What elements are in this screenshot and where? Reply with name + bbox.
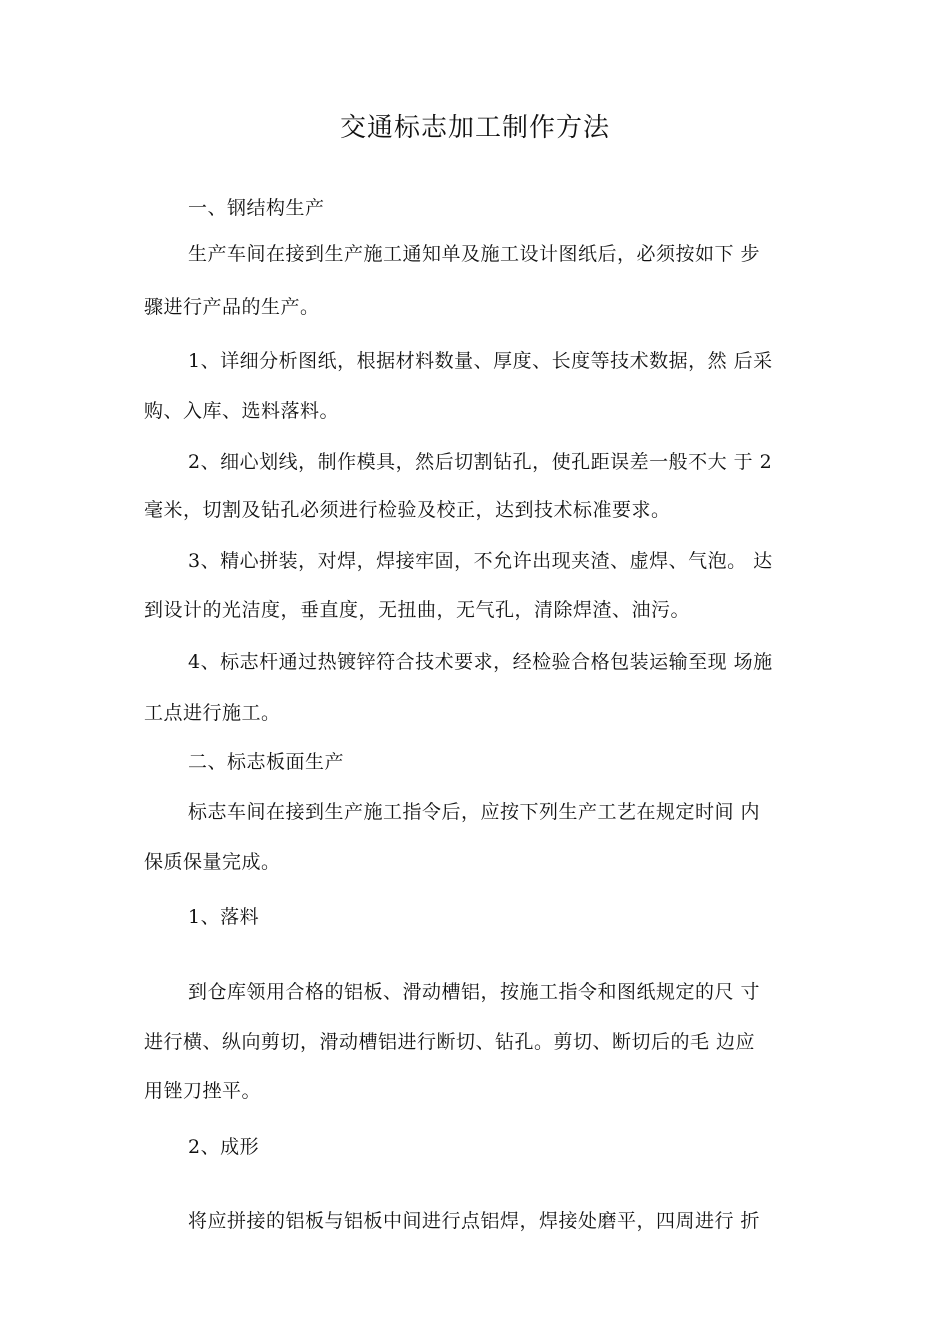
body-line: 工点进行施工。 <box>144 702 281 724</box>
body-line: 毫米，切割及钻孔必须进行检验及校正，达到技术标准要求。 <box>144 499 671 521</box>
body-line: 骤进行产品的生产。 <box>144 296 320 318</box>
section-heading-steel: 一、钢结构生产 <box>188 197 325 219</box>
body-line: 标志车间在接到生产施工指令后，应按下列生产工艺在规定时间 内 <box>188 801 761 823</box>
body-line: 到仓库领用合格的铝板、滑动槽铝，按施工指令和图纸规定的尺 寸 <box>188 981 761 1003</box>
body-line: 进行横、纵向剪切，滑动槽铝进行断切、钻孔。剪切、断切后的毛 边应 <box>144 1031 756 1053</box>
body-line: 2、细心划线，制作模具，然后切割钻孔，使孔距误差一般不大 于 2 <box>188 451 773 473</box>
body-line: 4、标志杆通过热镀锌符合技术要求，经检验合格包装运输至现 场施 <box>188 651 773 673</box>
body-line: 购、入库、选料落料。 <box>144 400 340 422</box>
document-body <box>144 0 828 1344</box>
body-line: 1、详细分析图纸，根据材料数量、厚度、长度等技术数据，然 后采 <box>188 350 773 372</box>
subheading-cutting: 1、落料 <box>188 906 260 928</box>
body-line: 保质保量完成。 <box>144 851 281 873</box>
body-line: 用锉刀挫平。 <box>144 1080 262 1102</box>
subheading-forming: 2、成形 <box>188 1136 260 1158</box>
document-title: 交通标志加工制作方法 <box>339 113 610 143</box>
body-line: 3、精心拼装，对焊，焊接牢固，不允许出现夹渣、虚焊、气泡。 达 <box>188 550 773 572</box>
body-line: 将应拼接的铝板与铝板中间进行点铝焊，焊接处磨平，四周进行 折 <box>188 1210 761 1232</box>
section-heading-sign-panel: 二、标志板面生产 <box>188 751 345 773</box>
body-line: 到设计的光洁度，垂直度，无扭曲，无气孔，清除焊渣、油污。 <box>144 599 691 621</box>
body-line: 生产车间在接到生产施工通知单及施工设计图纸后，必须按如下 步 <box>188 243 761 265</box>
